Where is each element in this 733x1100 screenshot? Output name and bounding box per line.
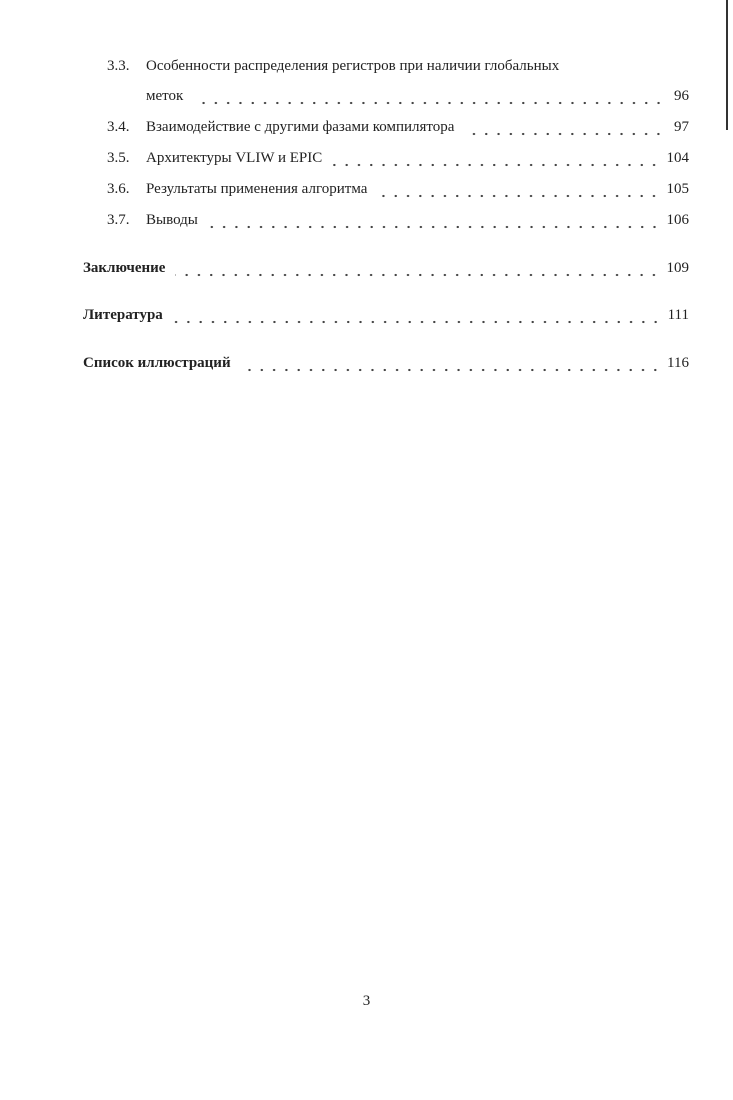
section-title-continuation: меток [146, 88, 184, 104]
page-ref: 97 [674, 119, 689, 135]
page-ref: 116 [667, 355, 689, 371]
dot-leader [173, 304, 662, 326]
chapter-title: Литература [83, 307, 163, 323]
page-ref: 106 [666, 212, 689, 228]
dot-leader [193, 85, 665, 107]
toc-entry-3-6[interactable] [0, 178, 689, 200]
toc-chapter-literature[interactable] [0, 304, 689, 326]
section-title: Результаты применения алгоритма [146, 181, 368, 197]
page-ref: 104 [666, 150, 689, 166]
page-ref: 111 [667, 307, 689, 323]
section-number: 3.6. [107, 181, 130, 197]
toc-entry-3-3-continued[interactable] [0, 85, 689, 107]
section-number: 3.7. [107, 212, 130, 228]
section-title: Архитектуры VLIW и EPIC [146, 150, 323, 166]
section-number: 3.3. [107, 58, 130, 74]
toc-entry-3-5[interactable] [0, 147, 689, 169]
dot-leader [175, 257, 660, 279]
toc-entry-3-3[interactable] [0, 55, 689, 77]
section-title: Взаимодействие с другими фазами компилятора [146, 119, 455, 135]
dot-leader [241, 352, 661, 374]
dot-leader [208, 209, 661, 231]
toc-chapter-illustrations[interactable] [0, 352, 689, 374]
dot-leader [464, 116, 665, 138]
toc-entry-3-7[interactable] [0, 209, 689, 231]
chapter-title: Заключение [83, 260, 166, 276]
page-ref: 109 [666, 260, 689, 276]
dot-leader [377, 178, 660, 200]
chapter-title: Список иллюстраций [83, 355, 231, 371]
toc-entry-3-4[interactable] [0, 116, 689, 138]
section-number: 3.5. [107, 150, 130, 166]
page-ref: 105 [666, 181, 689, 197]
dot-leader [332, 147, 660, 169]
toc-chapter-conclusion[interactable] [0, 257, 689, 279]
section-number: 3.4. [107, 119, 130, 135]
page-ref: 96 [674, 88, 689, 104]
page-number: 3 [362, 993, 371, 1009]
page-edge-line [726, 0, 728, 130]
section-title: Особенности распределения регистров при наличии глобальных [146, 58, 560, 74]
section-title: Выводы [146, 212, 198, 228]
